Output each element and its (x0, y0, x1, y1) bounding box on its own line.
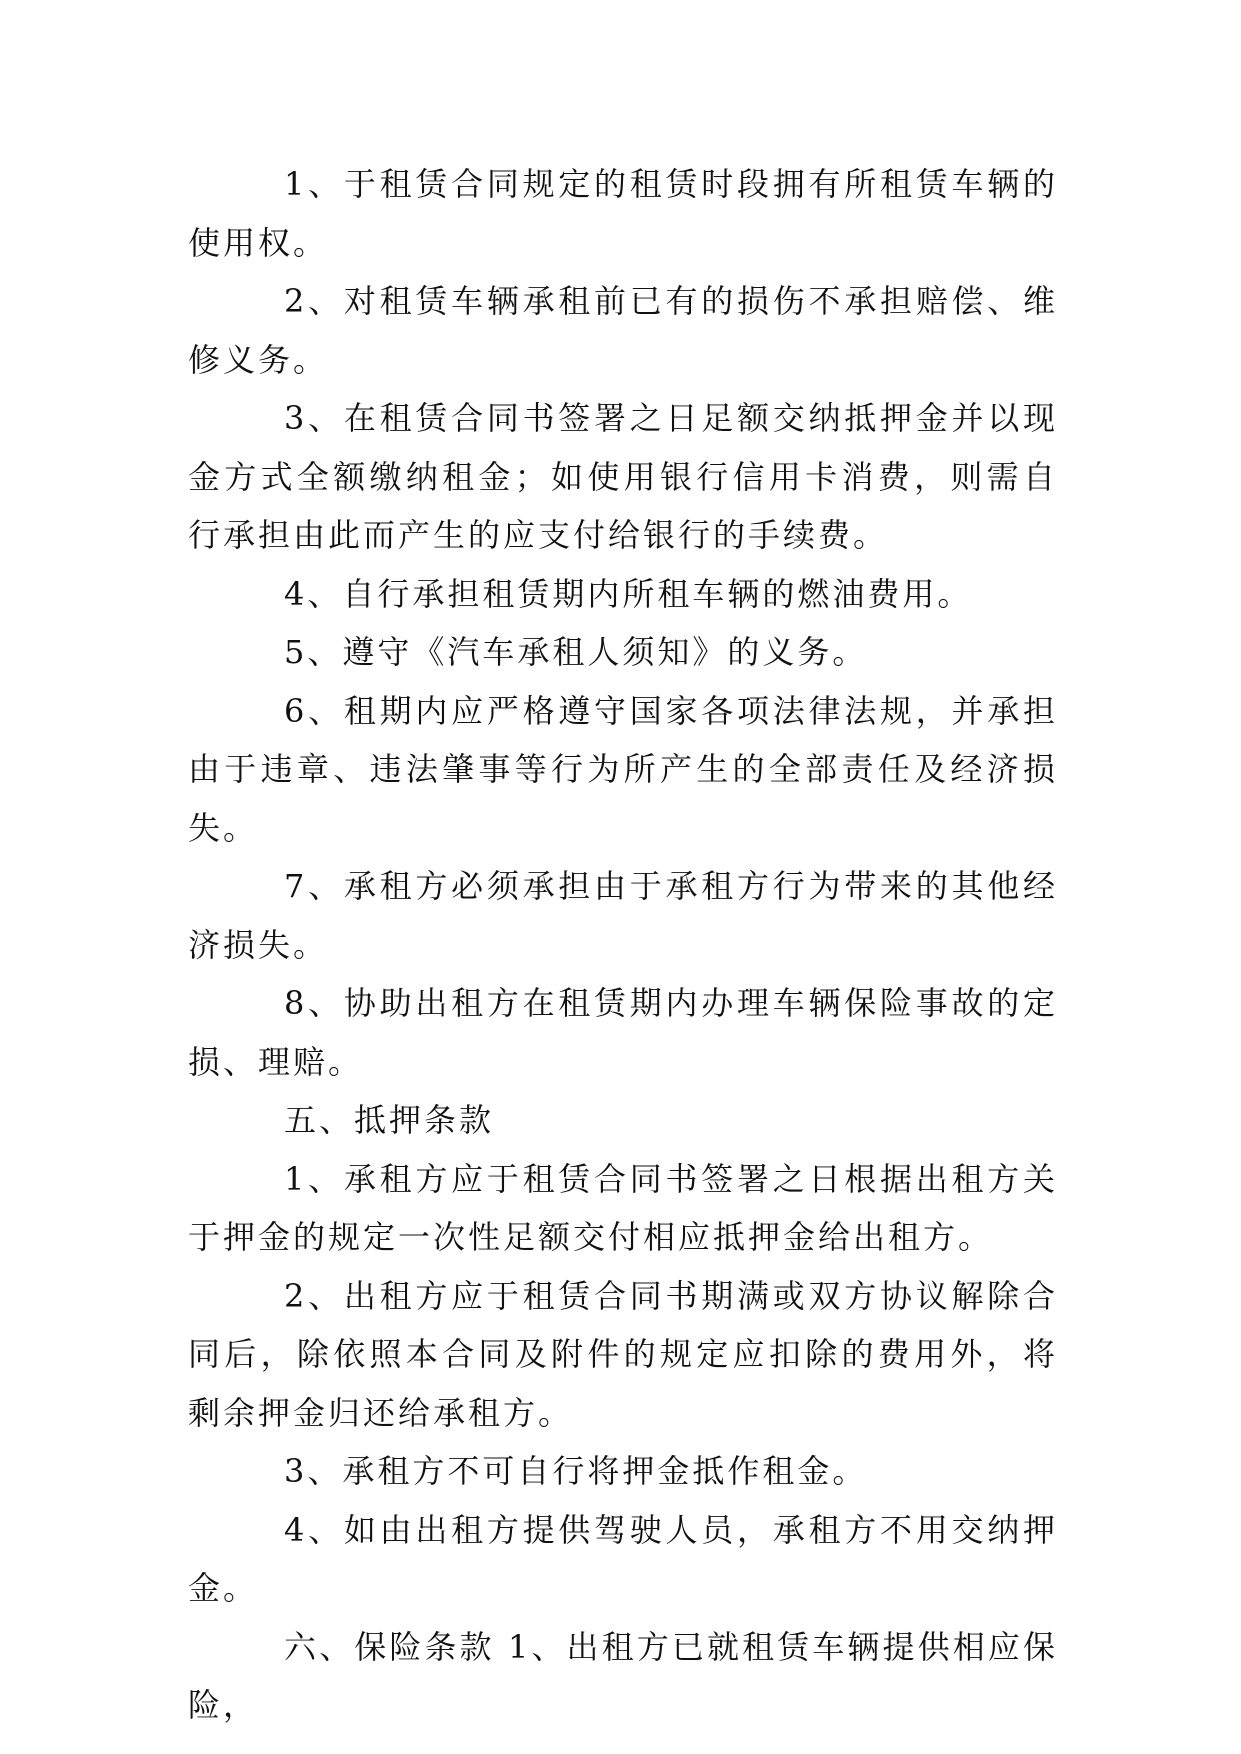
clause-lessee-right-6: 6、租期内应严格遵守国家各项法律法规，并承担由于违章、违法肇事等行为所产生的全部责任及经济损失。 (188, 691, 1058, 847)
clause-deposit-2: 2、出租方应于租赁合同书期满或双方协议解除合同后，除依照本合同及附件的规定应扣除的费用外，将剩余押金归还给承租方。 (188, 1276, 1058, 1432)
clause-deposit-1: 1、承租方应于租赁合同书签署之日根据出租方关于押金的规定一次性足额交付相应抵押金给出租方。 (188, 1159, 1058, 1256)
clause-lessee-right-7: 7、承租方必须承担由于承租方行为带来的其他经济损失。 (188, 867, 1058, 964)
clause-deposit-3: 3、承租方不可自行将押金抵作租金。 (284, 1452, 868, 1490)
clause-lessee-right-8: 8、协助出租方在租赁期内办理车辆保险事故的定损、理赔。 (188, 984, 1058, 1081)
clause-lessee-right-2: 2、对租赁车辆承租前已有的损伤不承担赔偿、维修义务。 (188, 282, 1058, 379)
clause-lessee-right-5: 5、遵守《汽车承租人须知》的义务。 (284, 633, 868, 671)
document-body (188, 155, 1058, 1735)
clause-lessee-right-1: 1、于租赁合同规定的租赁时段拥有所租赁车辆的使用权。 (188, 165, 1058, 262)
section-heading-deposit: 五、抵押条款 (284, 1101, 495, 1139)
clause-deposit-4: 4、如由出租方提供驾驶人员，承租方不用交纳押金。 (188, 1510, 1058, 1607)
clause-lessee-right-3: 3、在租赁合同书签署之日足额交纳抵押金并以现金方式全额缴纳租金；如使用银行信用卡消费，则需自行承担由此而产生的应支付给银行的手续费。 (188, 399, 1058, 554)
clause-lessee-right-4: 4、自行承担租赁期内所租车辆的燃油费用。 (284, 574, 973, 613)
section-heading-insurance: 六、保险条款 1、出租方已就租赁车辆提供相应保险， (188, 1627, 1058, 1724)
